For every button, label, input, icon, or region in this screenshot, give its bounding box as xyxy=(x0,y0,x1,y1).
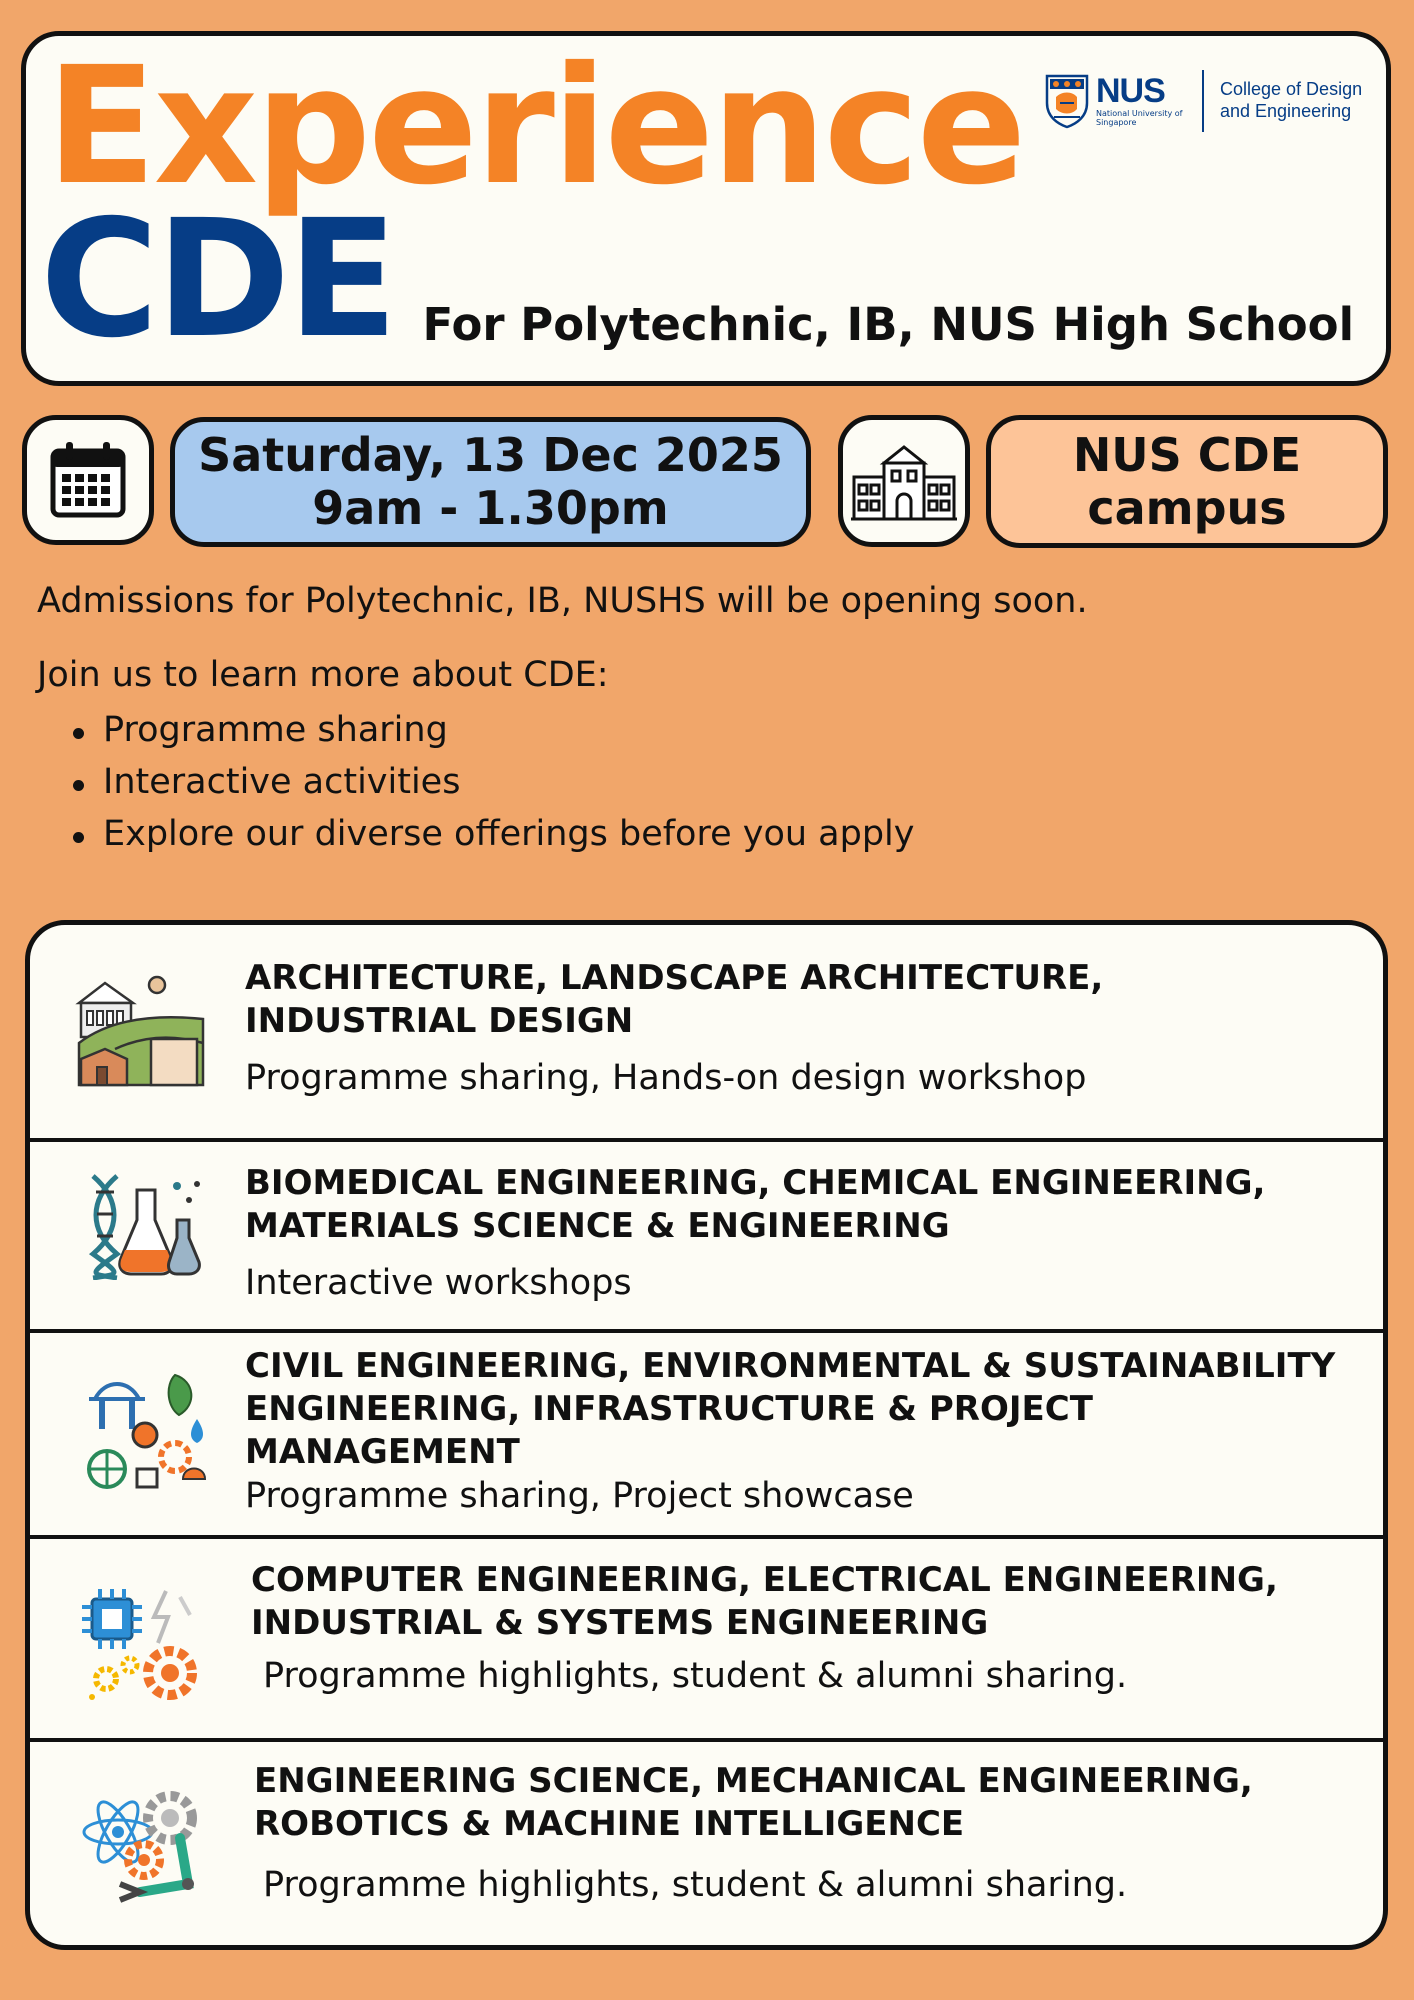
venue-line1: NUS CDE xyxy=(1072,427,1302,482)
nus-crest-icon xyxy=(1044,73,1090,129)
programme-title: BIOMEDICAL ENGINEERING, CHEMICAL ENGINEERING, MATERIALS SCIENCE & ENGINEERING xyxy=(245,1163,1266,1246)
audience-subtitle: For Polytechnic, IB, NUS High School xyxy=(422,298,1354,351)
date-box xyxy=(170,417,811,547)
programme-title: ENGINEERING SCIENCE, MECHANICAL ENGINEERING, ROBOTICS & MACHINE INTELLIGENCE xyxy=(254,1761,1253,1844)
admissions-text: Admissions for Polytechnic, IB, NUSHS will be opening soon. xyxy=(37,581,1088,621)
header-card xyxy=(21,31,1391,386)
calendar-box xyxy=(22,415,154,545)
nus-cde-logo xyxy=(1044,66,1380,136)
title-experience: Experience xyxy=(46,33,1024,221)
list-item: Programme sharing xyxy=(103,710,915,762)
calendar-icon xyxy=(48,439,128,521)
robotics-science-icon xyxy=(80,1788,210,1908)
programmes-card xyxy=(25,920,1388,1950)
title-cde: CDE xyxy=(40,186,396,374)
programme-row-mechanical xyxy=(30,1738,1383,1950)
programme-row-civil xyxy=(30,1329,1383,1535)
programme-title: CIVIL ENGINEERING, ENVIRONMENTAL & SUSTAINABILITY ENGINEERING, INFRASTRUCTURE & PROJECT MANAGEMENT xyxy=(245,1346,1336,1472)
join-text: Join us to learn more about CDE: xyxy=(37,655,609,695)
list-item: Interactive activities xyxy=(103,762,915,814)
highlights-list xyxy=(103,710,915,866)
event-time: 9am - 1.30pm xyxy=(312,481,669,535)
venue-line2: campus xyxy=(1087,480,1287,535)
programme-row-architecture xyxy=(30,925,1383,1138)
architecture-icon xyxy=(75,973,205,1093)
building-icon xyxy=(849,439,959,523)
nus-logo-mark xyxy=(1044,73,1186,129)
programme-row-biomedical xyxy=(30,1138,1383,1329)
logo-nus-text: NUS xyxy=(1096,72,1165,111)
programme-desc: Interactive workshops xyxy=(245,1263,632,1303)
programme-title: COMPUTER ENGINEERING, ELECTRICAL ENGINEERING, INDUSTRIAL & SYSTEMS ENGINEERING xyxy=(251,1560,1278,1643)
list-item: Explore our diverse offerings before you apply xyxy=(103,814,915,866)
electronics-gears-icon xyxy=(80,1587,200,1702)
event-date: Saturday, 13 Dec 2025 xyxy=(198,428,783,483)
programme-desc: Programme highlights, student & alumni sharing. xyxy=(263,1656,1128,1696)
civil-environment-icon xyxy=(85,1369,210,1494)
building-box xyxy=(838,415,970,547)
venue-box xyxy=(986,415,1388,548)
logo-divider xyxy=(1202,70,1204,132)
programme-row-electrical xyxy=(30,1535,1383,1738)
biomedical-chemistry-icon xyxy=(85,1170,205,1280)
programme-title: ARCHITECTURE, LANDSCAPE ARCHITECTURE, INDUSTRIAL DESIGN xyxy=(245,958,1104,1041)
programme-desc: Programme highlights, student & alumni sharing. xyxy=(263,1865,1128,1905)
programme-desc: Programme sharing, Project showcase xyxy=(245,1476,914,1516)
logo-nus-subtitle: National University of Singapore xyxy=(1096,109,1183,127)
logo-college-text: College of Design and Engineering xyxy=(1220,79,1363,121)
programme-desc: Programme sharing, Hands-on design workshop xyxy=(245,1058,1087,1098)
